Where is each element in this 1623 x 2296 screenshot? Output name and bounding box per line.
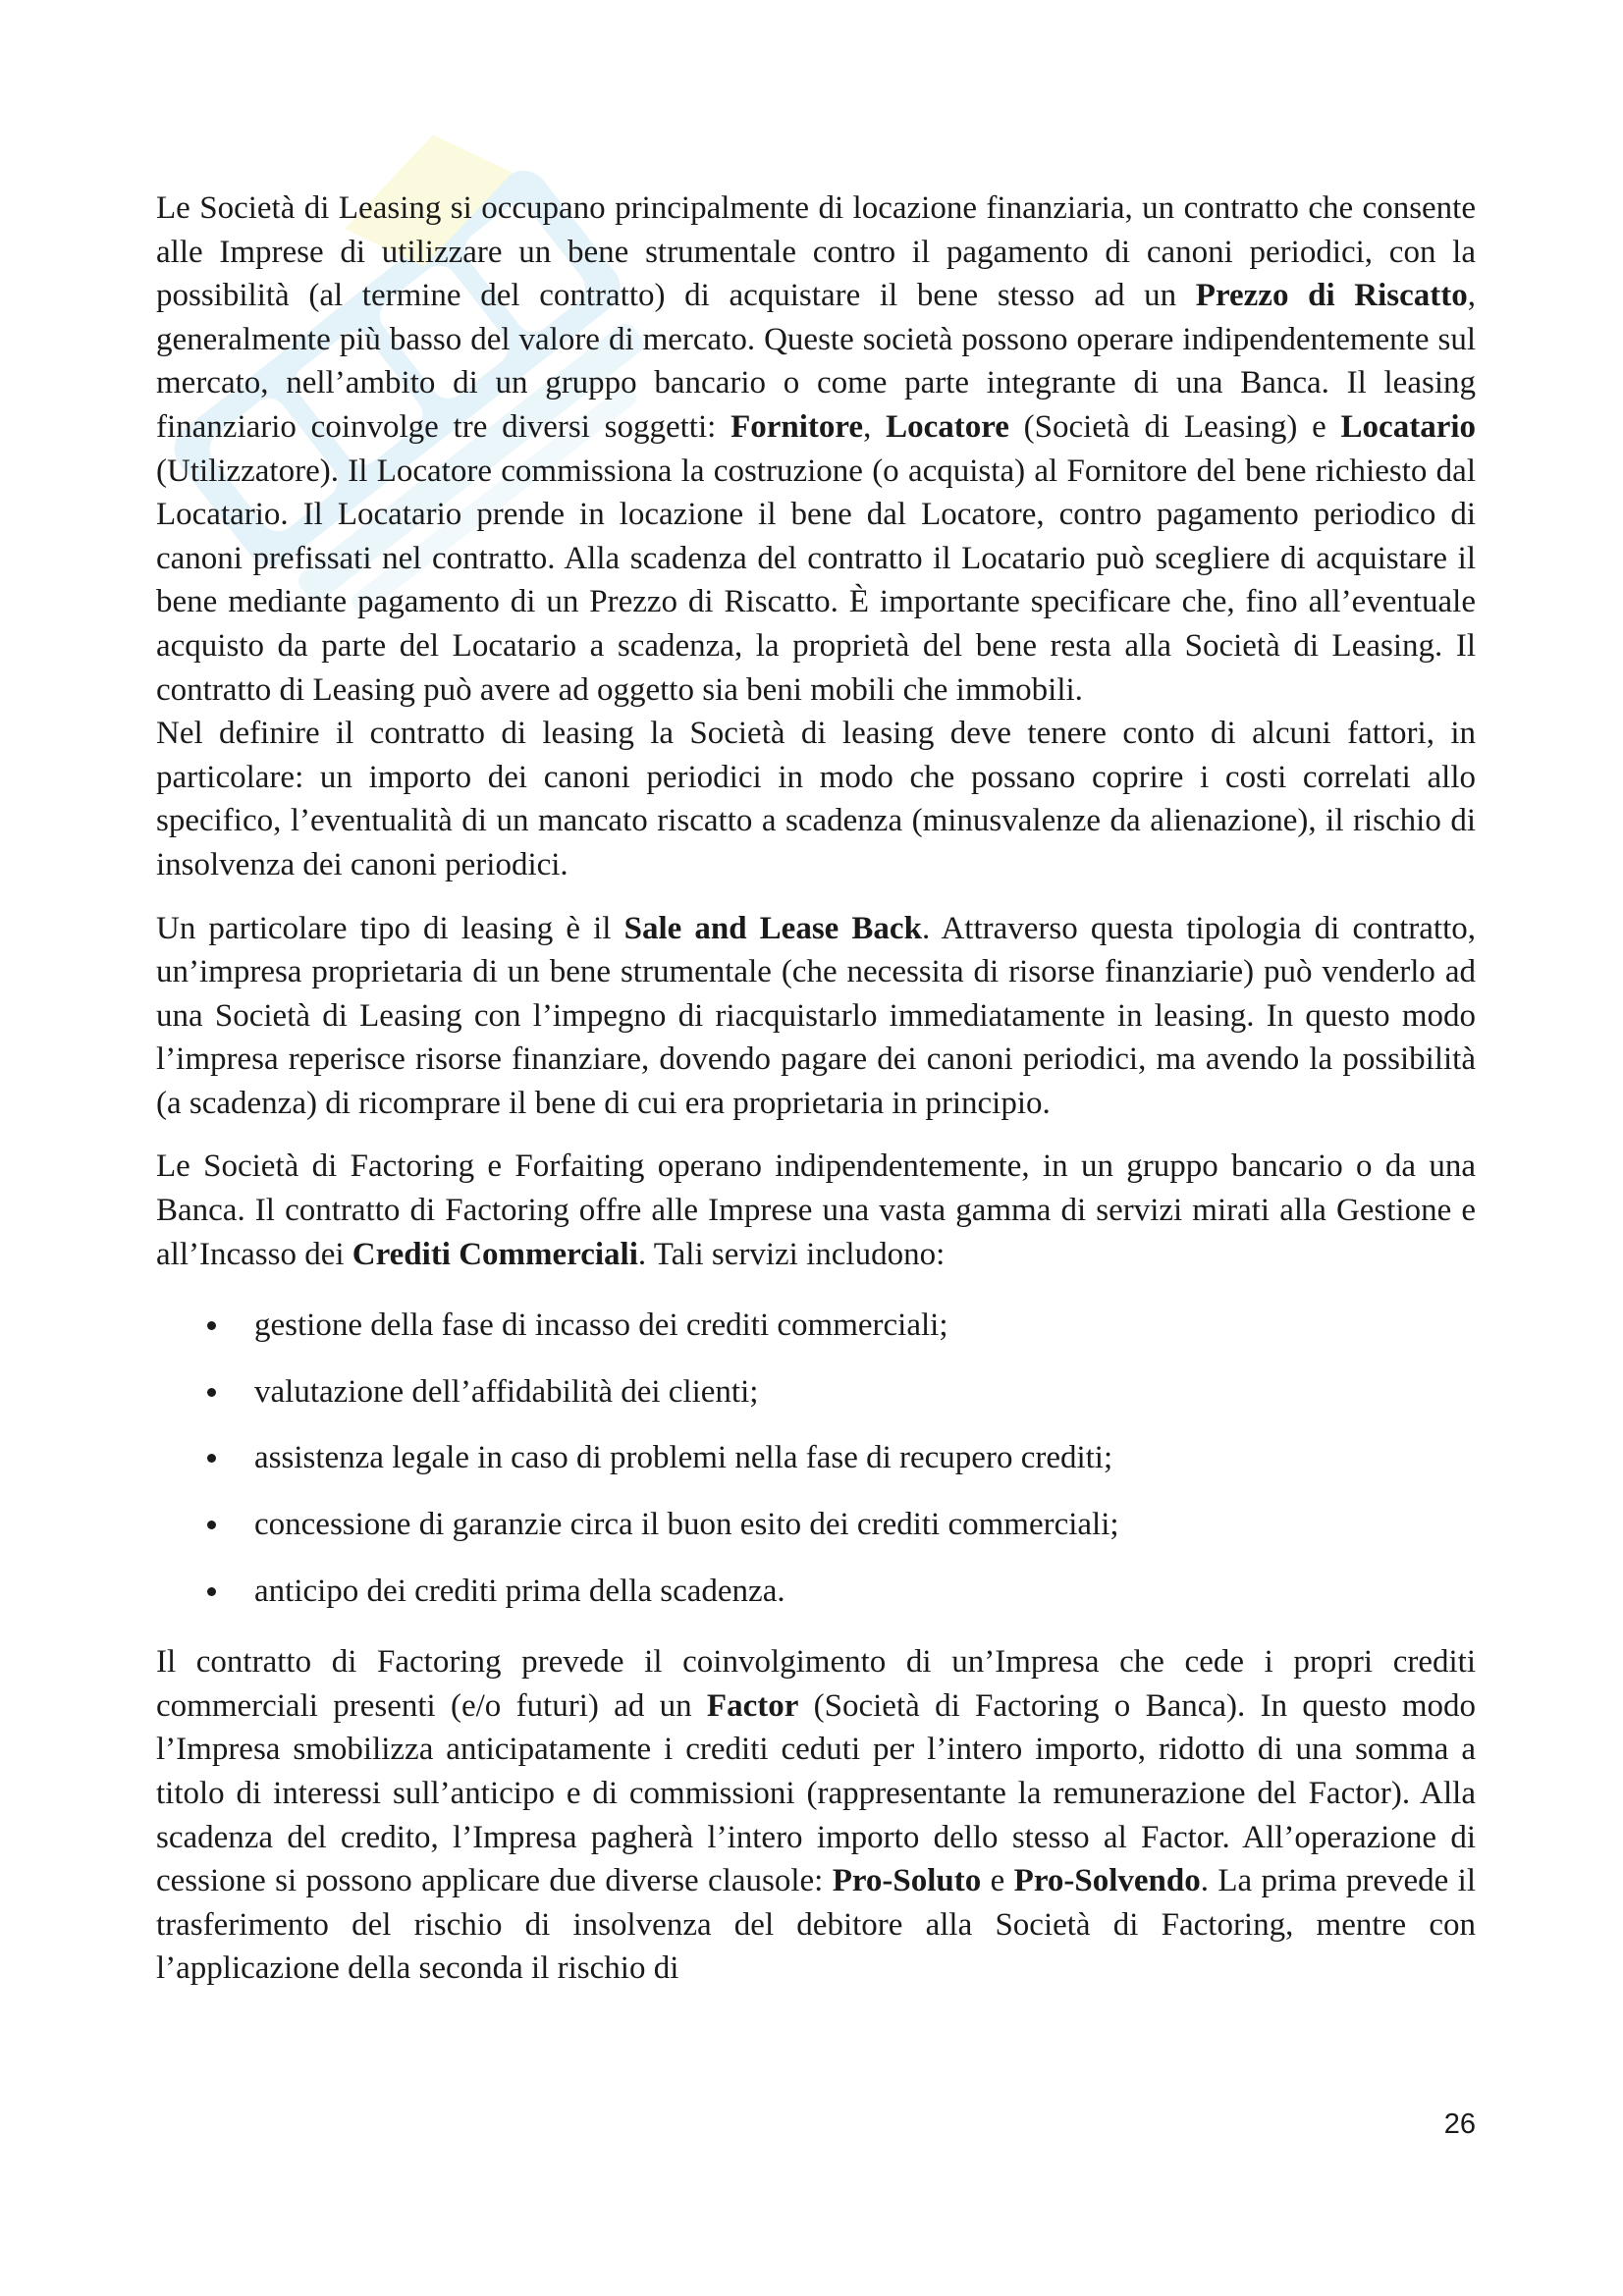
page-number: 26 <box>1443 2109 1476 2140</box>
term-prezzo-di-riscatto: Prezzo di Riscatto <box>1195 278 1468 314</box>
document-body <box>156 187 1476 1991</box>
text-run: Le Società di Leasing si occupano principalmente di locazione finanziaria, un contratto che consente alle Imprese di utilizzare un bene strumentale contro il pagamento di canoni periodici, con la possibilità (al termine del contratto) di acquistare il bene stesso ad un <box>156 190 1476 314</box>
text-run: , <box>863 408 887 445</box>
list-item-text: assistenza legale in caso di problemi nella fase di recupero crediti; <box>254 1440 1113 1476</box>
term-factor: Factor <box>706 1687 799 1724</box>
term-locatore: Locatore <box>886 408 1009 445</box>
bullet-icon <box>207 1521 216 1529</box>
list-item <box>156 1304 1476 1348</box>
list-item-text: gestione della fase di incasso dei crediti commerciali; <box>254 1308 948 1344</box>
bullet-icon <box>207 1587 216 1596</box>
text-run: , generalmente più basso del valore di mercato. Queste società possono operare indipendentemente sul mercato, nell’ambito di un gruppo bancario o come parte integrante di una Banca. Il leasing finanziario coinvolge tre diversi soggetti: <box>156 278 1477 445</box>
term-sale-and-lease-back: Sale and Lease Back <box>623 910 922 946</box>
text-run: e <box>981 1863 1014 1899</box>
paragraph-sale-lease-back <box>156 907 1476 1126</box>
list-item-text: concessione di garanzie circa il buon esito dei crediti commerciali; <box>254 1507 1119 1543</box>
term-crediti-commerciali: Crediti Commerciali <box>352 1236 638 1272</box>
paragraph-factoring-contract <box>156 1640 1476 1991</box>
text-run: Il contratto di Factoring prevede il coinvolgimento di un’Impresa che cede i propri crediti commerciali presenti (e/o futuri) ad un <box>156 1644 1476 1724</box>
text-run: . Tali servizi includono: <box>637 1236 946 1272</box>
paragraph-leasing-intro <box>156 187 1476 712</box>
paragraph-leasing-factors: Nel definire il contratto di leasing la Società di leasing deve tenere conto di alcuni fattori, in particolare: un importo dei canoni periodici in modo che possano coprire i costi correlati allo specifico, l’eventualità di un mancato riscatto a scadenza (minusvalenze da alienazione), il rischio di insolvenza dei canoni periodici. <box>156 716 1476 882</box>
list-item-text: valutazione dell’affidabilità dei clienti; <box>254 1373 759 1410</box>
list-item-text: anticipo dei crediti prima della scadenza. <box>254 1573 785 1609</box>
term-pro-soluto: Pro-Soluto <box>832 1863 982 1899</box>
list-item <box>156 1570 1476 1614</box>
bullet-icon <box>207 1454 216 1463</box>
text-run: . La prima prevede il trasferimento del rischio di insolvenza del debitore alla Società di Factoring, mentre con l’applicazione della seconda il rischio di <box>156 1863 1476 1987</box>
term-locatario: Locatario <box>1340 408 1477 445</box>
term-fornitore: Fornitore <box>730 408 864 445</box>
paragraph-factoring-intro <box>156 1145 1476 1276</box>
text-run: (Società di Leasing) e <box>1008 408 1341 445</box>
list-item <box>156 1503 1476 1547</box>
text-run: (Utilizzatore). Il Locatore commissiona la costruzione (o acquista) al Fornitore del bene richiesto dal Locatario. Il Locatario prende in locazione il bene dal Locatore, contro pagamento periodico di canoni prefissati nel contratto. Alla scadenza del contratto il Locatario può scegliere di acquistare il bene mediante pagamento di un Prezzo di Riscatto. È importante specificare che, fino all’eventuale acquisto da parte del Locatario a scadenza, la proprietà del bene resta alla Società di Leasing. Il contratto di Leasing può avere ad oggetto sia beni mobili che immobili. <box>156 453 1476 708</box>
text-run: (Società di Factoring o Banca). In questo modo l’Impresa smobilizza anticipatamente i crediti ceduti per l’intero importo, ridotto di una somma a titolo di interessi sull’anticipo e di commissioni (rappresentante la remunerazione del Factor). Alla scadenza del credito, l’Impresa pagherà l’intero importo dello stesso al Factor. All’operazione di cessione si possono applicare due diverse clausole: <box>156 1687 1476 1899</box>
text-run: . Attraverso questa tipologia di contratto, un’impresa proprietaria di un bene strumentale (che necessita di risorse finanziarie) può venderlo ad una Società di Leasing con l’impegno di riacquistarlo immediatamente in leasing. In questo modo l’impresa reperisce risorse finanziare, dovendo pagare dei canoni periodici, ma avendo la possibilità (a scadenza) di ricomprare il bene di cui era proprietaria in principio. <box>156 910 1476 1121</box>
term-pro-solvendo: Pro-Solvendo <box>1013 1863 1201 1899</box>
bullet-icon <box>207 1388 216 1397</box>
list-item <box>156 1436 1476 1480</box>
bullet-icon <box>207 1321 216 1330</box>
text-run: Le Società di Factoring e Forfaiting operano indipendentemente, in un gruppo bancario o da una Banca. Il contratto di Factoring offre alle Imprese una vasta gamma di servizi mirati alla Gestione e all’Incasso dei <box>156 1148 1476 1272</box>
services-list <box>156 1304 1476 1613</box>
text-run: Un particolare tipo di leasing è il <box>156 910 624 946</box>
list-item <box>156 1370 1476 1415</box>
